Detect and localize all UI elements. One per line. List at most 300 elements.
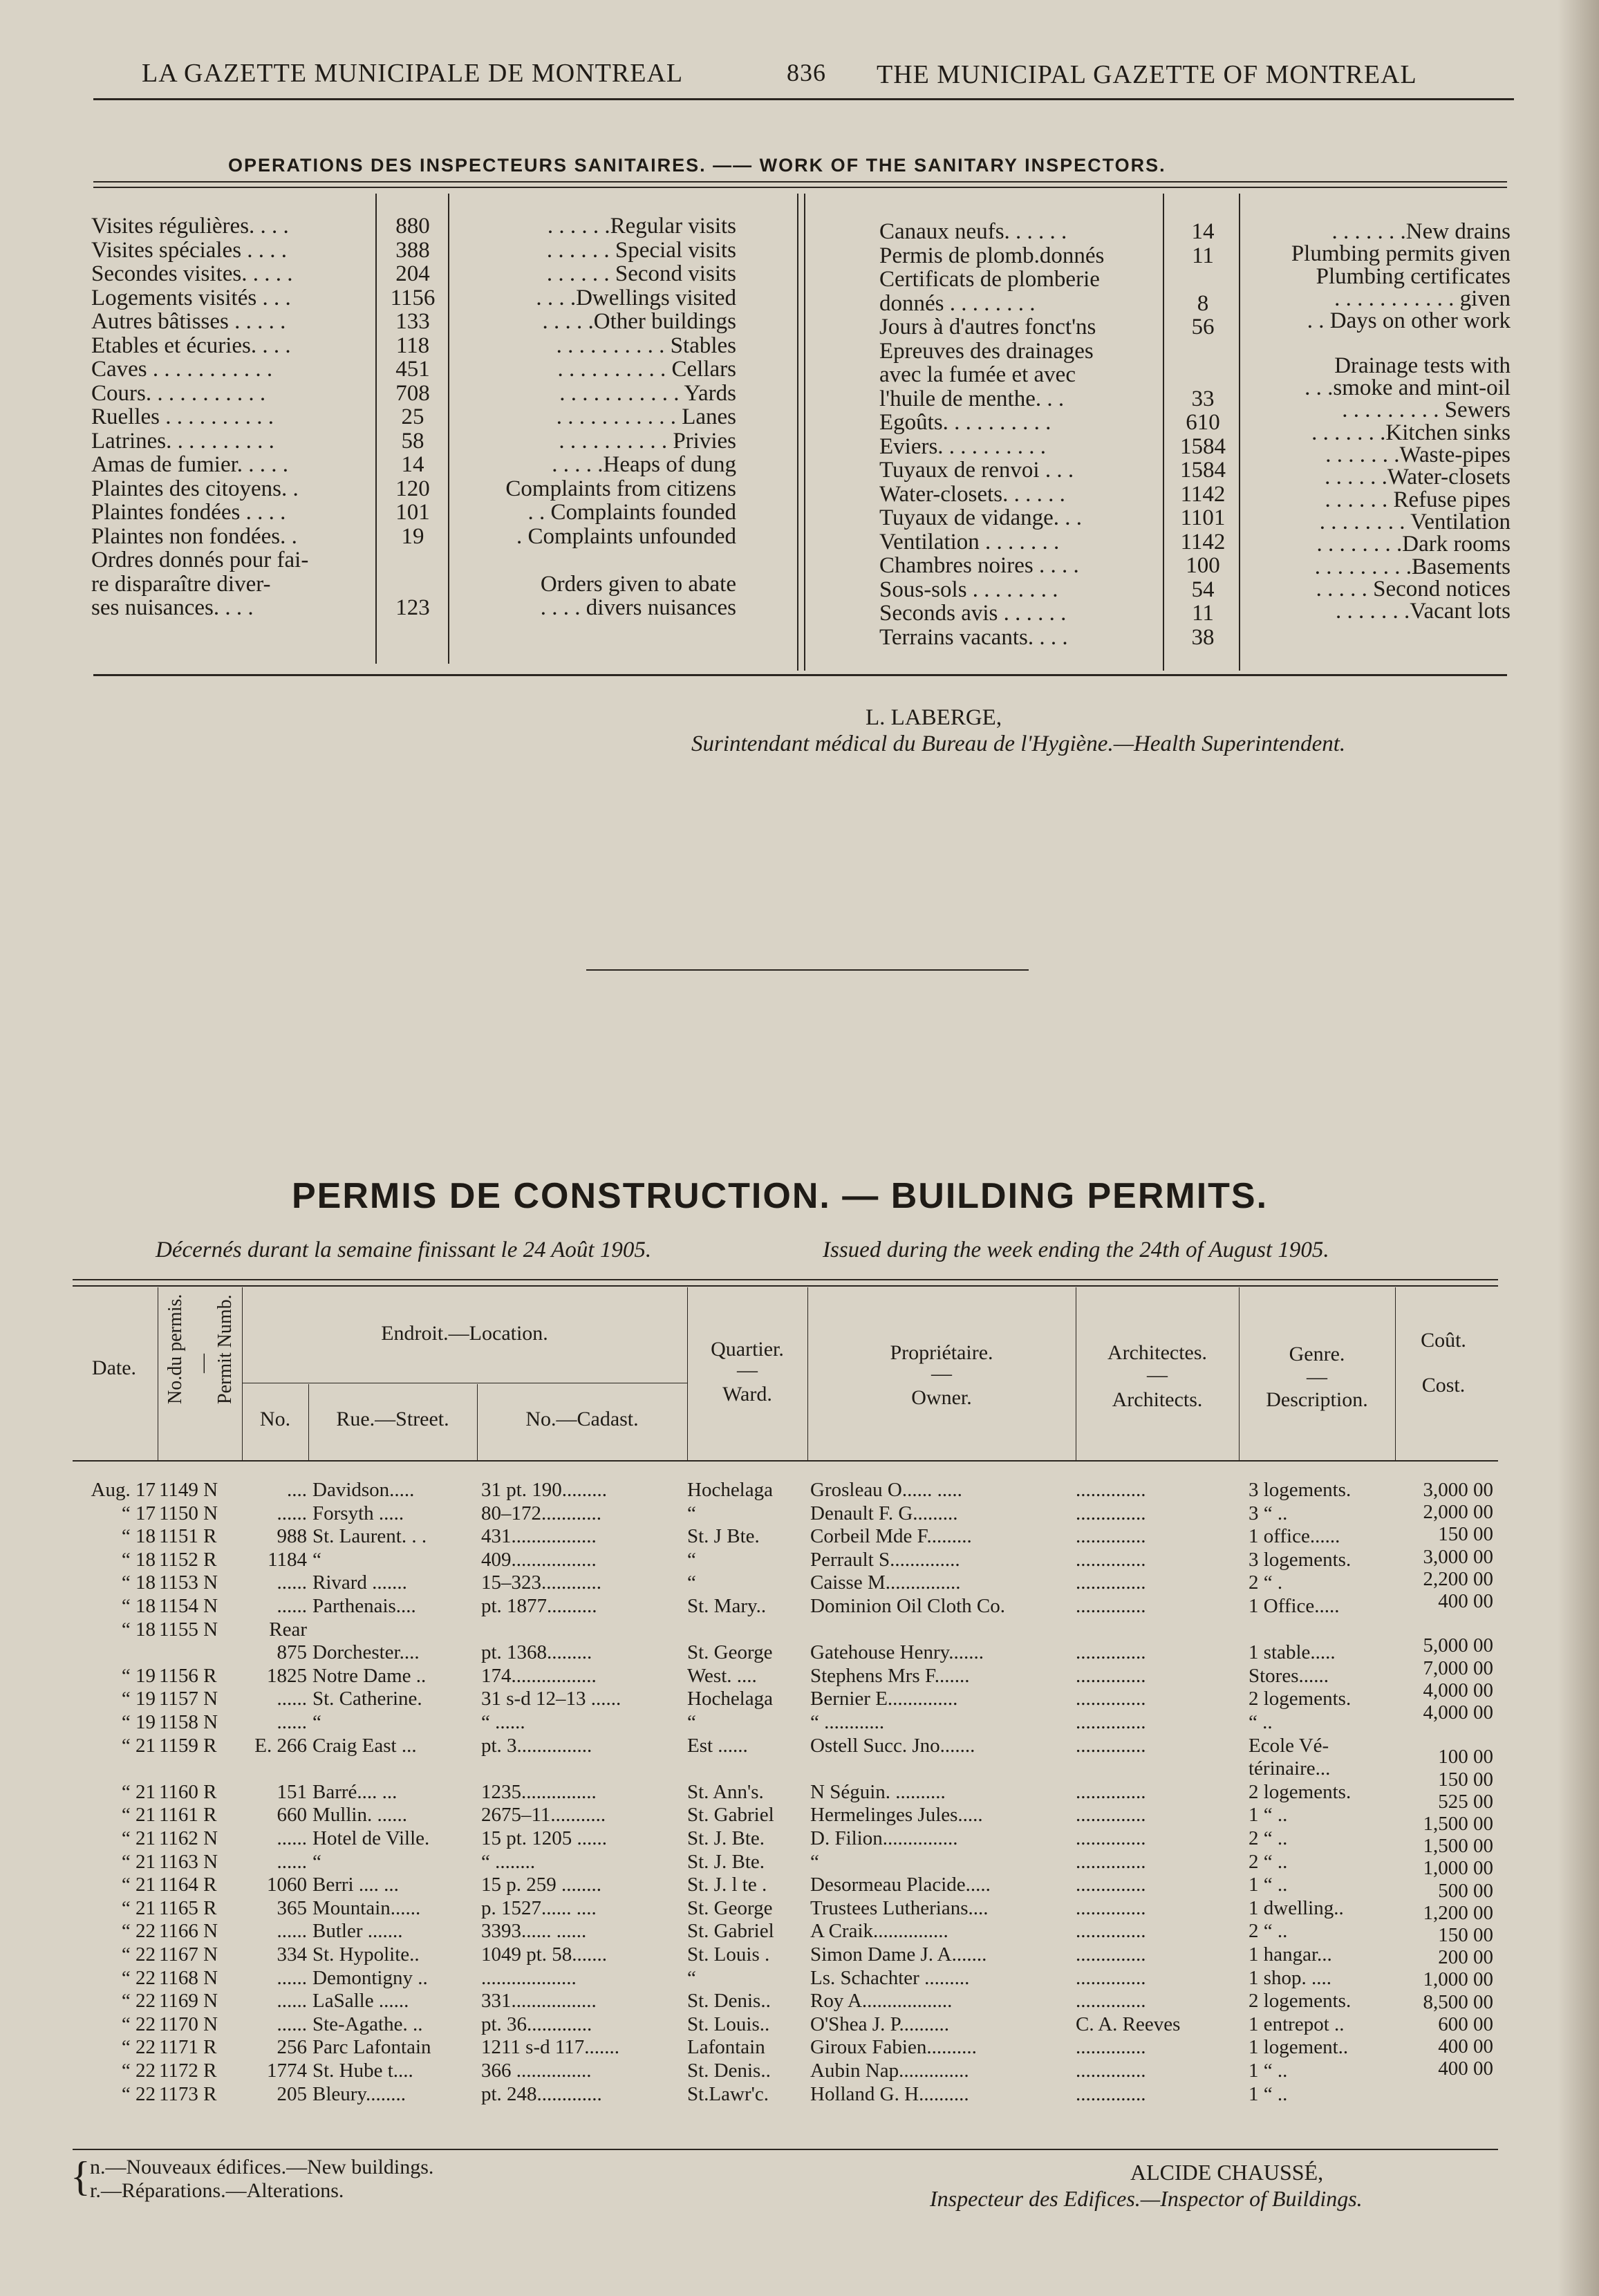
permit-cell-street: St. Laurent. . . xyxy=(312,1525,427,1548)
permit-cell-owner: Stephens Mrs F....... xyxy=(810,1664,970,1687)
permit-cell-cadast: 15 p. 259 ........ xyxy=(481,1874,601,1896)
sanitary-count: 1584 xyxy=(1180,458,1226,483)
permit-cell-cadast: 174................. xyxy=(481,1664,597,1687)
th-arch-fr: Architectes. xyxy=(1107,1341,1208,1364)
permit-cell-no: 365 xyxy=(277,1896,307,1919)
sanitary-count: 1142 xyxy=(1180,529,1226,554)
permit-cell-owner: Corbeil Mde F......... xyxy=(810,1525,972,1548)
header-right: THE MUNICIPAL GAZETTE OF MONTREAL xyxy=(877,60,1417,89)
permit-cell-date: “ 22 xyxy=(121,1920,156,1943)
permit-cell-cadast: pt. 248............. xyxy=(481,2082,602,2105)
sanitary-label-fr: Epreuves des drainages xyxy=(879,338,1094,364)
th-permit-fr: No.du permis. xyxy=(165,1294,186,1405)
sanitary-label-en: . . . . . . Second visits xyxy=(546,261,736,286)
permit-cell-street: Berri .... ... xyxy=(312,1874,399,1896)
permit-cell-arch: .............. xyxy=(1076,1734,1146,1757)
permit-cell-cost: 525 00 xyxy=(1438,1790,1493,1813)
permit-cell-arch: .............. xyxy=(1076,2060,1146,2082)
sanitary-label-en: . . . . . .Water-closets xyxy=(1325,465,1511,490)
permit-cell-permit: 1155 N xyxy=(159,1618,218,1641)
permits-subtitle-en: Issued during the week ending the 24th of August 1905. xyxy=(823,1238,1329,1262)
sanitary-count: 708 xyxy=(395,380,430,406)
permit-cell-desc: 1 “ .. xyxy=(1249,1804,1288,1827)
permit-cell-owner: Caisse M............... xyxy=(810,1571,961,1594)
permit-cell-date: “ 18 xyxy=(121,1571,156,1594)
sanitary-count: 1142 xyxy=(1180,481,1226,507)
permit-cell-date: “ 18 xyxy=(121,1525,156,1548)
sanitary-count: 11 xyxy=(1192,601,1214,626)
permit-cell-no: ...... xyxy=(277,1920,307,1943)
permit-cell-date: “ 22 xyxy=(121,2013,156,2035)
permits-rule-top xyxy=(73,1279,1498,1280)
th-arch-en: Architects. xyxy=(1112,1388,1203,1411)
permit-cell-cost: 1,000 00 xyxy=(1423,1968,1493,1991)
sanitary-label-fr: Amas de fumier. . . . . xyxy=(91,452,289,477)
permit-cell-street: Parthenais.... xyxy=(312,1595,416,1617)
permit-cell-permit: 1163 N xyxy=(159,1850,218,1873)
permit-cell-permit: 1167 N xyxy=(159,1943,218,1966)
sanitary-label-en: . . . . . . . . . . . Lanes xyxy=(556,404,736,429)
legend-repairs: r.—Réparations.—Alterations. xyxy=(90,2179,344,2202)
permit-cell-date: “ 18 xyxy=(121,1618,156,1641)
permit-cell-date: “ 22 xyxy=(121,2036,156,2059)
sanitary-label-en: . . . . . . . . . . . Yards xyxy=(559,380,736,406)
permit-cell-no: 660 xyxy=(277,1804,307,1827)
permit-cell-street: Notre Dame .. xyxy=(312,1664,427,1687)
permit-cell-street: Ste-Agathe. .. xyxy=(312,2013,423,2035)
col-divider xyxy=(375,194,377,664)
permit-cell-no: ...... xyxy=(277,2013,307,2035)
permit-cell-cost: 7,000 00 xyxy=(1423,1656,1493,1679)
permit-cell-cadast: 431................. xyxy=(481,1525,597,1548)
permit-cell-desc: 2 “ .. xyxy=(1249,1920,1288,1943)
sanitary-label-fr: Certificats de plomberie xyxy=(879,267,1100,292)
sanitary-count: 56 xyxy=(1191,315,1215,339)
sanitary-label-en: . Complaints unfounded xyxy=(516,523,736,549)
permit-cell-street: “ xyxy=(312,1850,321,1873)
permit-cell-ward: St. Denis.. xyxy=(687,2060,771,2082)
permit-cell-desc: 1 Office..... xyxy=(1249,1595,1340,1617)
sanitary-label-en: . . Days on other work xyxy=(1307,308,1511,334)
permit-cell-cost: 400 00 xyxy=(1438,2057,1493,2080)
permit-cell-ward: Lafontain xyxy=(687,2036,765,2059)
col-divider xyxy=(448,194,449,664)
permit-cell-ward: “ xyxy=(687,1711,696,1733)
permit-cell-cost: 3,000 00 xyxy=(1423,1545,1493,1568)
permit-cell-desc: 1 stable..... xyxy=(1249,1641,1336,1664)
permit-cell-cadast: pt. 1877.......... xyxy=(481,1595,597,1617)
permit-cell-date: “ 21 xyxy=(121,1850,156,1873)
permit-cell-date: “ 21 xyxy=(121,1896,156,1919)
th-permit-dash: — xyxy=(192,1354,214,1373)
page-edge-shadow xyxy=(1558,0,1599,2296)
legend-new: n.—Nouveaux édifices.—New buildings. xyxy=(90,2156,434,2178)
permit-cell-desc: 1 entrepot .. xyxy=(1249,2013,1345,2035)
sanitary-label-en: Orders given to abate xyxy=(540,571,736,597)
sanitary-label-fr: Plaintes fondées . . . . xyxy=(91,500,286,525)
permit-cell-cadast: pt. 1368......... xyxy=(481,1641,592,1664)
sanitary-label-fr: donnés . . . . . . . . xyxy=(879,290,1036,316)
permit-cell-owner: “ xyxy=(810,1850,819,1873)
permit-cell-arch: .............. xyxy=(1076,2036,1146,2059)
permit-cell-date: “ 22 xyxy=(121,1966,156,1989)
sanitary-label-fr: Seconds avis . . . . . . xyxy=(879,601,1067,626)
permits-title: PERMIS DE CONSTRUCTION. — BUILDING PERMITS. xyxy=(292,1176,1269,1216)
permit-cell-no: ...... xyxy=(277,1990,307,2013)
sanitary-label-fr: Logements visités . . . xyxy=(91,285,291,310)
permit-cell-owner: Hermelinges Jules..... xyxy=(810,1804,983,1827)
permit-cell-desc: térinaire... xyxy=(1249,1757,1331,1780)
permit-cell-ward: “ xyxy=(687,1966,696,1989)
permit-cell-arch: .............. xyxy=(1076,1548,1146,1571)
permit-cell-ward: Hochelaga xyxy=(687,1479,773,1501)
permit-cell-permit: 1169 N xyxy=(159,1990,218,2013)
permit-cell-permit: 1166 N xyxy=(159,1920,218,1943)
permit-cell-street: Craig East ... xyxy=(312,1734,417,1757)
sanitary-count: 120 xyxy=(395,476,430,501)
permit-cell-cost: 100 00 xyxy=(1438,1746,1493,1768)
permit-cell-arch: .............. xyxy=(1076,1711,1146,1733)
permit-cell-desc: 1 hangar... xyxy=(1249,1943,1332,1966)
permit-cell-cadast: pt. 3............... xyxy=(481,1734,592,1757)
permit-cell-owner: Gatehouse Henry....... xyxy=(810,1641,984,1664)
sanitary-count: 204 xyxy=(395,261,430,286)
permit-cell-cadast: 366 ............... xyxy=(481,2060,592,2082)
permit-cell-arch: .............. xyxy=(1076,1688,1146,1710)
sanitary-label-en: . . . . . . .Kitchen sinks xyxy=(1311,420,1511,445)
permit-cell-ward: “ xyxy=(687,1571,696,1594)
permit-cell-no: 205 xyxy=(277,2082,307,2105)
sanitary-label-en: . . . . . . . . . . Privies xyxy=(559,428,736,454)
sanitary-count: 33 xyxy=(1191,386,1215,411)
th-owner-dash: — xyxy=(931,1362,952,1385)
permit-cell-date: “ 19 xyxy=(121,1688,156,1710)
permit-cell-owner: N Séguin. .......... xyxy=(810,1780,946,1803)
sanitary-label-fr: Cours. . . . . . . . . . . xyxy=(91,380,266,406)
permit-cell-no: 256 xyxy=(277,2036,307,2059)
permit-cell-ward: St. J. Bte. xyxy=(687,1827,765,1849)
permit-cell-owner: Desormeau Placide..... xyxy=(810,1874,991,1896)
sanitary-label-fr: Caves . . . . . . . . . . . xyxy=(91,357,273,382)
permit-cell-cost: 4,000 00 xyxy=(1423,1679,1493,1701)
sanitary-label-en: . . . . . . . . . . . given xyxy=(1334,286,1511,311)
permit-cell-cost: 400 00 xyxy=(1438,2035,1493,2057)
permit-cell-cadast: 1049 pt. 58....... xyxy=(481,1943,608,1966)
permit-cell-street: “ xyxy=(312,1711,321,1733)
permit-cell-cadast: 15–323............ xyxy=(481,1571,601,1594)
permit-cell-ward: St. George xyxy=(687,1641,773,1664)
permit-cell-no: ...... xyxy=(277,1688,307,1710)
permit-cell-no: ...... xyxy=(277,1502,307,1524)
th-ward-fr: Quartier. xyxy=(711,1338,784,1361)
permit-cell-street: Davidson..... xyxy=(312,1479,415,1501)
th-owner-fr: Propriétaire. xyxy=(890,1341,993,1364)
permit-cell-owner: Roy A.................. xyxy=(810,1990,953,2013)
sanitary-count: 38 xyxy=(1191,624,1215,650)
permit-cell-arch: .............. xyxy=(1076,1874,1146,1896)
permit-cell-street: “ xyxy=(312,1548,321,1571)
permit-cell-permit: 1168 N xyxy=(159,1966,218,1989)
permit-cell-arch: .............. xyxy=(1076,1641,1146,1664)
permit-cell-no: ...... xyxy=(277,1850,307,1873)
permit-cell-cost: 2,200 00 xyxy=(1423,1567,1493,1590)
permit-cell-ward: “ xyxy=(687,1548,696,1571)
permit-cell-no: 1184 xyxy=(268,1548,307,1571)
sanitary-label-fr: Chambres noires . . . . xyxy=(879,553,1079,578)
permit-cell-ward: St. George xyxy=(687,1896,773,1919)
permit-cell-permit: 1173 R xyxy=(159,2082,217,2105)
permit-cell-arch: .............. xyxy=(1076,1595,1146,1617)
sanitary-count: 1584 xyxy=(1180,433,1226,459)
permit-cell-date: “ 21 xyxy=(121,1874,156,1896)
permit-cell-ward: St. Denis.. xyxy=(687,1990,771,2013)
th-street: Rue.—Street. xyxy=(336,1408,449,1430)
page-number: 836 xyxy=(787,59,826,86)
permit-cell-permit: 1160 R xyxy=(159,1780,217,1803)
th-ward-dash: — xyxy=(737,1359,758,1381)
permit-cell-street: Hotel de Ville. xyxy=(312,1827,430,1849)
permit-cell-ward: Hochelaga xyxy=(687,1688,773,1710)
permit-cell-cadast: pt. 36............. xyxy=(481,2013,592,2035)
permit-cell-street: Dorchester.... xyxy=(312,1641,420,1664)
permit-cell-arch: .............. xyxy=(1076,1896,1146,1919)
permit-cell-permit: 1159 R xyxy=(159,1734,217,1757)
permit-cell-date: “ 22 xyxy=(121,2060,156,2082)
permits-signature-title: Inspecteur des Edifices.—Inspector of Buildings. xyxy=(930,2186,1363,2211)
sanitary-label-en: . . . . .Other buildings xyxy=(542,309,736,334)
permit-cell-desc: 2 “ .. xyxy=(1249,1850,1288,1873)
permit-cell-cost: 1,500 00 xyxy=(1423,1813,1493,1835)
sanitary-label-fr: Latrines. . . . . . . . . . xyxy=(91,428,274,454)
permit-cell-desc: 3 logements. xyxy=(1249,1548,1352,1571)
sanitary-label-en: . . . . . . . . .Basements xyxy=(1314,554,1511,579)
permit-cell-cost: 600 00 xyxy=(1438,2013,1493,2035)
permit-cell-owner: Ostell Succ. Jno....... xyxy=(810,1734,975,1757)
permit-cell-no: Rear xyxy=(269,1618,307,1641)
sanitary-label-en: . . . . . . .Waste-pipes xyxy=(1325,442,1511,467)
permit-cell-owner: O'Shea J. P.......... xyxy=(810,2013,949,2035)
permit-cell-desc: 1 shop. .... xyxy=(1249,1966,1332,1989)
th-date: Date. xyxy=(91,1356,137,1379)
sanitary-label-en: Complaints from citizens xyxy=(505,476,736,501)
sanitary-count: 19 xyxy=(401,523,424,549)
permit-cell-arch: .............. xyxy=(1076,1571,1146,1594)
permit-cell-cost: 1,000 00 xyxy=(1423,1857,1493,1880)
permit-cell-street: Forsyth ..... xyxy=(312,1502,404,1524)
permit-cell-cost: 4,000 00 xyxy=(1423,1701,1493,1724)
permit-cell-desc: 3 “ .. xyxy=(1249,1502,1288,1524)
permits-rule-top2 xyxy=(73,1285,1498,1287)
permit-cell-arch: .............. xyxy=(1076,1479,1146,1501)
sanitary-count: 58 xyxy=(401,428,424,454)
permit-cell-no: .... xyxy=(287,1479,307,1501)
permit-cell-owner: Trustees Lutherians.... xyxy=(810,1896,989,1919)
permit-cell-street: Mullin. ...... xyxy=(312,1804,407,1827)
col-divider xyxy=(804,194,805,671)
sanitary-label-en: . . . . .Heaps of dung xyxy=(552,452,736,477)
permit-cell-owner: Perrault S.............. xyxy=(810,1548,960,1571)
sanitary-label-fr: Permis de plomb.donnés xyxy=(879,243,1105,268)
permits-subtitle-fr: Décernés durant la semaine finissant le 24 Août 1905. xyxy=(156,1238,652,1262)
sanitary-label-fr: Autres bâtisses . . . . . xyxy=(91,309,286,334)
th-location: Endroit.—Location. xyxy=(381,1322,548,1345)
sanitary-label-fr: Jours à d'autres fonct'ns xyxy=(879,315,1096,339)
th-cost-en: Cost. xyxy=(1421,1374,1466,1397)
permit-cell-desc: 2 “ .. xyxy=(1249,1827,1288,1849)
permit-cell-cadast: 331................. xyxy=(481,1990,597,2013)
permit-cell-no: 151 xyxy=(277,1780,307,1803)
permit-cell-permit: 1151 R xyxy=(159,1525,217,1548)
permit-cell-desc: “ .. xyxy=(1249,1711,1273,1733)
permit-cell-permit: 1171 R xyxy=(159,2036,217,2059)
permit-cell-desc: Stores...... xyxy=(1249,1664,1329,1687)
th-genre-fr: Genre. xyxy=(1289,1343,1345,1365)
sanitary-count: 25 xyxy=(401,404,424,429)
permit-cell-ward: “ xyxy=(687,1502,696,1524)
sanitary-label-fr: re disparaître diver- xyxy=(91,571,271,597)
permit-cell-owner: Giroux Fabien.......... xyxy=(810,2036,977,2059)
sanitary-label-en: . . . . . . Refuse pipes xyxy=(1325,487,1511,512)
permit-cell-date: “ 18 xyxy=(121,1548,156,1571)
permit-cell-street: Rivard ....... xyxy=(312,1571,407,1594)
permit-cell-desc: 1 “ .. xyxy=(1249,1874,1288,1896)
permit-cell-permit: 1165 R xyxy=(159,1896,217,1919)
sanitary-rule-bottom xyxy=(93,674,1507,676)
sanitary-label-fr: Water-closets. . . . . . xyxy=(879,481,1065,507)
col-divider xyxy=(1163,194,1164,671)
permit-cell-permit: 1150 N xyxy=(159,1502,218,1524)
permit-cell-street: St. Hypolite.. xyxy=(312,1943,420,1966)
permit-cell-arch: .............. xyxy=(1076,1827,1146,1849)
permit-cell-owner: D. Filion............... xyxy=(810,1827,958,1849)
permit-cell-permit: 1152 R xyxy=(159,1548,217,1571)
permit-cell-date: “ 21 xyxy=(121,1780,156,1803)
permit-cell-ward: St. J Bte. xyxy=(687,1525,760,1548)
permit-cell-permit: 1164 R xyxy=(159,1874,217,1896)
sanitary-count: 101 xyxy=(395,500,430,525)
header-rule xyxy=(93,98,1514,100)
permit-cell-permit: 1149 N xyxy=(159,1479,218,1501)
permit-cell-arch: .............. xyxy=(1076,1780,1146,1803)
legend-brace: { xyxy=(71,2154,91,2199)
permit-cell-no: 875 xyxy=(277,1641,307,1664)
permit-cell-ward: St. Gabriel xyxy=(687,1920,774,1943)
permit-cell-cost: 8,500 00 xyxy=(1423,1990,1493,2013)
sanitary-count: 388 xyxy=(395,237,430,263)
sanitary-label-en: . . . . . . .Vacant lots xyxy=(1336,599,1511,624)
th-cost-fr: Coût. xyxy=(1421,1329,1466,1352)
sanitary-label-en: . . . . . Second notices xyxy=(1316,576,1511,601)
sanitary-label-en: . . . .Dwellings visited xyxy=(536,285,736,310)
sanitary-count: 100 xyxy=(1186,553,1220,578)
permit-cell-ward: St.Lawr'c. xyxy=(687,2082,769,2105)
sanitary-label-en: . . . . . .Regular visits xyxy=(547,214,736,239)
header-left: LA GAZETTE MUNICIPALE DE MONTREAL xyxy=(142,59,684,88)
permit-cell-cadast: 15 pt. 1205 ...... xyxy=(481,1827,608,1849)
permit-cell-desc: Ecole Vé- xyxy=(1249,1734,1329,1757)
th-genre-en: Description. xyxy=(1266,1388,1368,1411)
sanitary-label-fr: Plaintes non fondées. . xyxy=(91,523,297,549)
permit-cell-owner: Bernier E.............. xyxy=(810,1688,958,1710)
permit-cell-ward: West. .... xyxy=(687,1664,757,1687)
permit-cell-permit: 1170 N xyxy=(159,2013,218,2035)
permit-cell-cadast: 31 pt. 190......... xyxy=(481,1479,608,1501)
sanitary-rule-top2 xyxy=(93,187,1507,188)
permit-cell-owner: Holland G. H.......... xyxy=(810,2082,969,2105)
sanitary-count: 123 xyxy=(395,595,430,620)
permit-cell-cadast: 31 s-d 12–13 ...... xyxy=(481,1688,621,1710)
permit-cell-no: ...... xyxy=(277,1827,307,1849)
sanitary-label-en: . . . . . . . . . Sewers xyxy=(1342,398,1511,423)
permit-cell-street: Butler ....... xyxy=(312,1920,403,1943)
sanitary-label-en: Drainage tests with xyxy=(1334,353,1511,378)
th-cadast: No.—Cadast. xyxy=(525,1408,639,1430)
permit-cell-cost: 1,200 00 xyxy=(1423,1901,1493,1924)
permit-cell-ward: St. Mary.. xyxy=(687,1595,767,1617)
permit-cell-ward: St. Louis . xyxy=(687,1943,770,1966)
sanitary-label-en: . . . . . . . . . . Stables xyxy=(556,333,736,358)
section-separator xyxy=(586,969,1029,971)
sanitary-label-en: . . . . . . . . Ventilation xyxy=(1319,509,1511,534)
permit-cell-desc: 2 logements. xyxy=(1249,1688,1352,1710)
permit-cell-cost: 200 00 xyxy=(1438,1946,1493,1969)
sanitary-label-en: . . . . divers nuisances xyxy=(540,595,736,620)
sanitary-label-en: . . . . . . . .Dark rooms xyxy=(1316,532,1511,557)
sanitary-label-fr: Etables et écuries. . . . xyxy=(91,333,291,358)
permit-cell-date: “ 22 xyxy=(121,2082,156,2105)
sanitary-signature-title: Surintendant médical du Bureau de l'Hygiène.—Health Superintendent. xyxy=(691,731,1346,756)
permit-cell-street: LaSalle ...... xyxy=(312,1990,409,2013)
permit-cell-arch: .............. xyxy=(1076,1502,1146,1524)
permit-cell-cost: 150 00 xyxy=(1438,1768,1493,1791)
permit-cell-permit: 1172 R xyxy=(159,2060,217,2082)
permit-cell-no: 1774 xyxy=(267,2060,307,2082)
permit-cell-owner: Denault F. G......... xyxy=(810,1502,958,1524)
sanitary-count: 880 xyxy=(395,214,430,239)
th-arch-dash: — xyxy=(1147,1363,1168,1386)
permit-cell-cadast: 1235............... xyxy=(481,1780,597,1803)
sanitary-label-fr: Tuyaux de vidange. . . xyxy=(879,505,1083,530)
sanitary-label-fr: l'huile de menthe. . . xyxy=(879,386,1065,411)
permit-cell-permit: 1153 N xyxy=(159,1571,218,1594)
sanitary-count: 14 xyxy=(401,452,424,477)
sanitary-label-fr: Eviers. . . . . . . . . . xyxy=(879,433,1047,459)
sanitary-label-en: . . Complaints founded xyxy=(527,500,736,525)
permit-cell-arch: C. A. Reeves xyxy=(1076,2013,1181,2035)
th-owner-en: Owner. xyxy=(911,1386,972,1409)
permit-cell-no: E. 266 xyxy=(254,1734,307,1757)
permit-cell-cost: 5,000 00 xyxy=(1423,1634,1493,1657)
sanitary-rule-top xyxy=(93,181,1507,183)
permit-cell-owner: Ls. Schachter ......... xyxy=(810,1966,970,1989)
permit-cell-no: ...... xyxy=(277,1966,307,1989)
sanitary-label-fr: Terrains vacants. . . . xyxy=(879,624,1068,650)
sanitary-label-en: Plumbing certificates xyxy=(1316,263,1511,289)
sanitary-label-fr: Tuyaux de renvoi . . . xyxy=(879,458,1074,483)
permit-cell-no: ...... xyxy=(277,1571,307,1594)
permit-cell-date: “ 19 xyxy=(121,1664,156,1687)
permit-cell-cost: 150 00 xyxy=(1438,1523,1493,1546)
sanitary-count: 133 xyxy=(395,309,430,334)
permit-cell-cadast: 3393...... ...... xyxy=(481,1920,587,1943)
sanitary-count: 8 xyxy=(1197,290,1209,316)
sanitary-count: 11 xyxy=(1192,243,1214,268)
permit-cell-cadast: ................... xyxy=(481,1966,577,1989)
th-genre-dash: — xyxy=(1307,1365,1327,1388)
sanitary-count: 118 xyxy=(395,333,430,358)
permit-cell-permit: 1157 N xyxy=(159,1688,218,1710)
permit-cell-cadast: “ ...... xyxy=(481,1711,525,1733)
